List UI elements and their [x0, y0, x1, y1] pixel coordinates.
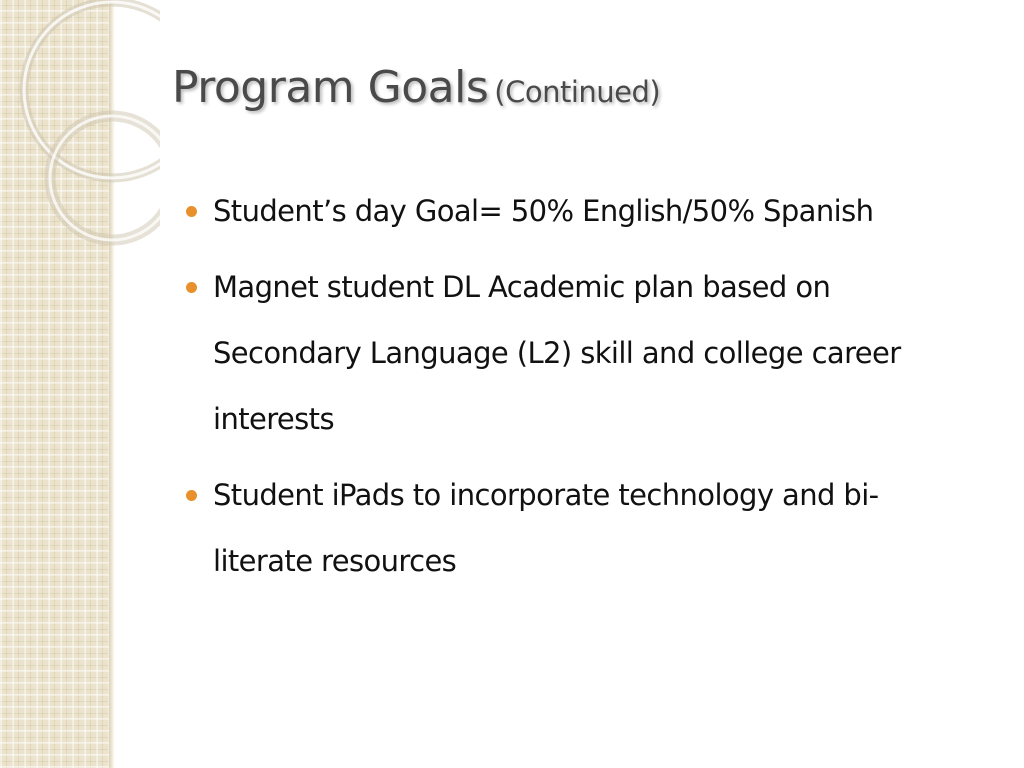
decorative-rings-icon	[0, 0, 160, 260]
bullet-item	[186, 254, 976, 452]
title-subtitle: (Continued)	[494, 75, 661, 109]
bullet-dot-icon	[186, 206, 197, 217]
bullet-text: Student’s day Goal= 50% English/50% Spanish	[213, 194, 874, 228]
bullet-dot-icon	[186, 490, 197, 501]
title-main: Program Goals	[172, 62, 489, 113]
slide-title	[172, 62, 660, 113]
bullet-item	[186, 178, 976, 244]
bullet-item	[186, 462, 976, 594]
bullet-dot-icon	[186, 282, 197, 293]
bullet-list	[186, 178, 976, 604]
bullet-text: Student iPads to incorporate technology and bi-literate resources	[213, 478, 879, 578]
bullet-text: Magnet student DL Academic plan based on Secondary Language (L2) skill and college career interests	[213, 270, 901, 436]
